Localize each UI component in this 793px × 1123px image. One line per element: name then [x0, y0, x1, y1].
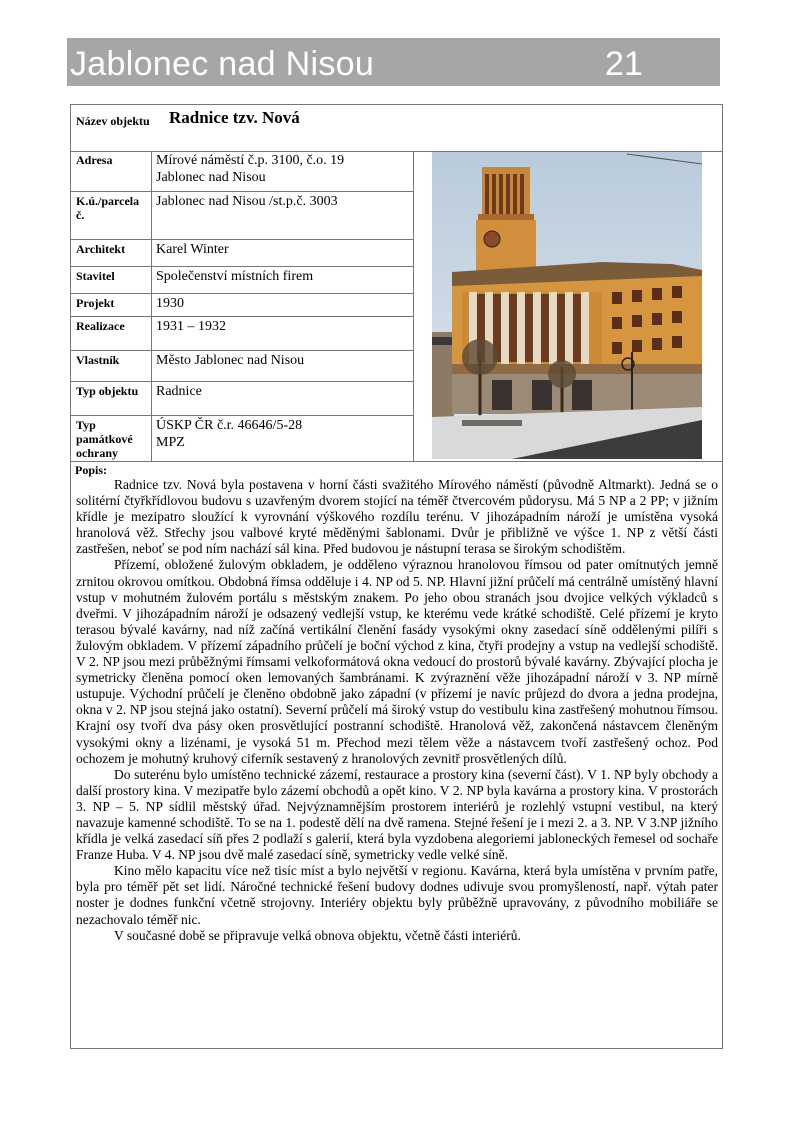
property-row-address [71, 151, 413, 192]
description-body [76, 477, 718, 944]
property-row-project [71, 294, 413, 317]
property-label: Stavitel [76, 269, 115, 283]
property-label: Typ objektu [76, 384, 139, 398]
page-header [67, 38, 720, 86]
description-paragraph: Kino mělo kapacitu více než tisíc míst a bylo největší v regionu. Kavárna, která byla umístěna v prvním patře, byla pro téměř pět set lidí. Náročné technické řešení budovy dodnes udivuje svou promyšleností, např. výtah pater noster je dodnes funkční včetně strojovny. Interiéry objektu byly průběžně upravovány, z původního mobiliáře se nezachovalo téměř nic. [76, 863, 718, 927]
object-name-value: Radnice tzv. Nová [169, 108, 300, 127]
property-row-builder [71, 267, 413, 294]
page-number: 21 [605, 45, 643, 83]
property-value: 1930 [156, 296, 184, 311]
property-label: Projekt [76, 296, 115, 310]
object-sheet [70, 104, 723, 1049]
property-value: Jablonec nad Nisou /st.p.č. 3003 [156, 194, 338, 209]
property-row-parcel [71, 192, 413, 240]
town-hall-photo [432, 152, 702, 459]
property-value: ÚSKP ČR č.r. 46646/5-28 MPZ [156, 418, 303, 450]
description-section [71, 461, 722, 943]
building-photo-image [432, 152, 702, 459]
property-value: Město Jablonec nad Nisou [156, 353, 305, 368]
property-value: Společenství místních firem [156, 269, 314, 284]
object-name-label: Název objektu [76, 114, 150, 128]
property-row-protection [71, 416, 413, 460]
city-title: Jablonec nad Nisou [70, 45, 375, 83]
description-paragraph: Do suterénu bylo umístěno technické zázemí, restaurace a prostory kina (severní část). V 1. NP byly obchody a další prostory kina. V mezipatře bylo zázemí obchodů a opět kino. V 2. NP byla kavárna a prostory kina. V prostorách 3. NP – 5. NP sídlil městský úřad. Nejvýznamnějším prostorem interiérů je rozlehlý vstupní vestibul, na který navazuje kamenné schodiště. To se na 1. podestě dělí na dvě ramena. Stejné řešení je i mezi 2. a 3. NP. V 3.NP jižního křídla je velká zasedací síň přes 2 podlaží s galerií, která byla vyzdobena alegoriemi jabloneckých řemesel od sochaře Franze Huba. V 4. NP jsou dvě malé zasedací síně, symetricky vedle velké síně. [76, 766, 718, 863]
property-label: Vlastník [76, 353, 120, 367]
object-name-row [71, 105, 722, 152]
property-row-type [71, 382, 413, 416]
property-row-realization [71, 317, 413, 351]
description-paragraph: Radnice tzv. Nová byla postavena v horní části svažitého Mírového náměstí (původně Altmarkt). Jedná se o solitérní čtyřkřídlovou budovu s uzavřeným dvorem stojící na téměř čtvercovém půdorysu. Má 5 NP a 2 PP; v jižním křídle je mezipatro sloužící k vyrovnání výškového rozdílu terénu. V jihozápadním nároží je umístěna vysoká hranolová věž. Střechy jsou valbové kryté měděnými šablonami. Dvůr je přibližně ve výšce 1. NP z větší části zastřešen, neboť se pod ním nachází sál kina. Před budovou je nástupní terasa se širokým schodištěm. [76, 477, 718, 557]
property-label: Realizace [76, 319, 125, 333]
description-title: Popis: [75, 463, 108, 477]
property-label: Architekt [76, 242, 126, 256]
description-paragraph: Přízemí, obložené žulovým obkladem, je odděleno výraznou hranolovou římsou od pater omítnutých jemně zrnitou okrovou omítkou. Obdobná římsa odděluje i 4. NP od 5. NP. Hlavní jižní průčelí má centrálně umístěný hlavní vstup v mohutném žulovém portálu s městským znakem. Po jeho obou stranách jsou dvojice velkých výkladců s dveřmi. V jihozápadním nároží je odsazený vedlejší vstup, ke kterému vede krátké schodiště. Celé přízemí je kryto terasou bývalé kavárny, nad níž začíná vertikální členění fasády vysokými okny zasedací síně oddělenými pilíři s žulovým obkladem. V přízemí západního průčelí je boční východ z kina, čtyři prodejny a vstup na vedlejší schodiště. V 2. NP jsou mezi průběžnými římsami velkoformátová okna vedoucí do prostorů bývalé kavárny. Zbývající plocha je symetricky členěna pomocí oken lemovaných šambránami. K zvýraznění věže jihozápadní nároží v 3. NP mírně ustupuje. Východní průčelí je členěno obdobně jako západní (v přízemí je navíc průjezd do dvora a jedna prodejna, okna v 2. NP jsou stejná jako ostatní). Severní průčelí má široký vstup do vestibulu kina zastřešený mohutnou římsou. Krajní osy tvoří dva pásy oken prosvětlující postranní schodiště. Hranolová věž, zakončená nástavcem členěným vysokými okny a lizénami, je vysoká 51 m. Přechod mezi tělem věže a nástavcem tvoří zastřešený ochoz. Pod ochozem je mohutný kruhový ciferník sestavený z hranolových zevnitř prosvětlených dílů. [76, 557, 718, 766]
property-label: K.ú./parcela č. [76, 194, 140, 222]
property-row-owner [71, 351, 413, 382]
property-row-architect [71, 240, 413, 267]
description-paragraph: V současné době se připravuje velká obnova objektu, včetně části interiérů. [114, 927, 521, 943]
property-label: Typ památkové ochrany [76, 418, 133, 460]
property-label: Adresa [76, 153, 113, 167]
property-value: Radnice [156, 384, 202, 399]
property-value: Mírové náměstí č.p. 3100, č.o. 19 Jablonec nad Nisou [156, 153, 345, 185]
property-value: Karel Winter [156, 242, 229, 257]
table-divider [151, 151, 152, 461]
table-divider [413, 151, 414, 461]
property-value: 1931 – 1932 [156, 319, 226, 334]
